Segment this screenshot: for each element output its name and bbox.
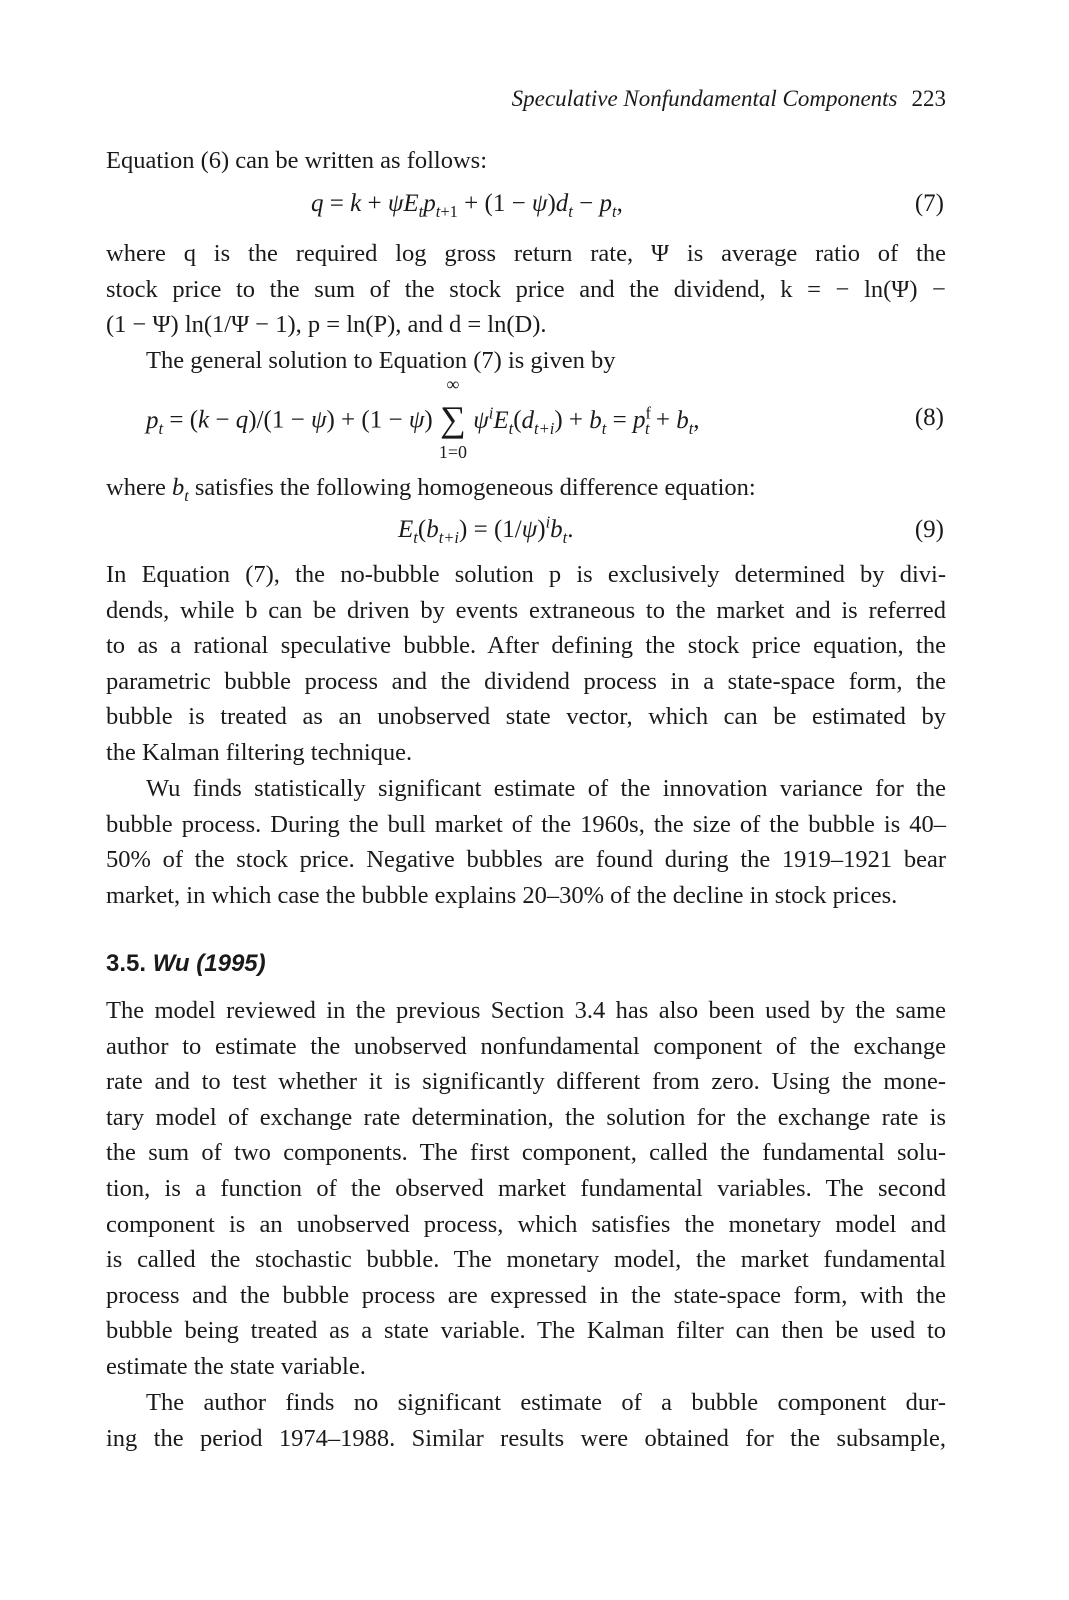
text-line: ing the period 1974–1988. Similar results were obtained for the subsample, [106, 1424, 946, 1452]
paragraph-wu-1995-findings [106, 1385, 946, 1456]
text-line: 50% of the stock price. Negative bubbles are found during the 1919–1921 bear [106, 846, 946, 874]
text-line: to as a rational speculative bubble. After defining the stock price equation, the [106, 632, 946, 660]
equation-7 [106, 190, 946, 226]
text-line: stock price to the sum of the stock price and the dividend, k = − ln(Ψ) − [106, 275, 946, 303]
running-header [512, 86, 946, 112]
text-line: The author finds no significant estimate of a bubble component dur- [146, 1389, 946, 1416]
text-line: the Kalman filtering technique. [106, 738, 413, 766]
paragraph-intro-eq7: Equation (6) can be written as follows: [106, 147, 488, 174]
paragraph-wu-1995-model [106, 993, 946, 1385]
equation-9-number: (9) [914, 516, 944, 543]
equation-8 [106, 374, 946, 462]
text-line: The model reviewed in the previous Section 3.4 has also been used by the same [106, 997, 946, 1024]
equation-9 [106, 512, 946, 552]
page-number: 223 [911, 86, 946, 111]
equation-9-body: $E_t(b_{t+i}) = (1/\psi)^ib_t$. [398, 512, 574, 547]
text-line: the sum of two components. The first component, called the fundamental solu- [106, 1139, 946, 1167]
paragraph-definitions [106, 236, 946, 343]
paragraph-no-bubble [106, 557, 946, 771]
text-line: component is an unobserved process, which satisfies the monetary model and [106, 1210, 946, 1238]
text-line: bubble is treated as an unobserved state vector, which can be estimated by [106, 703, 946, 731]
text-line: (1 − Ψ) ln(1/Ψ − 1), p = ln(P), and d = ln(D). [106, 311, 547, 339]
summation-upper-limit: ∞ [446, 374, 460, 394]
summation-lower-limit: 1=0 [438, 442, 468, 462]
running-title: Speculative Nonfundamental Components [511, 86, 898, 111]
text-line: bubble process. During the bull market of the 1960s, the size of the bubble is 40– [106, 810, 946, 838]
text-line: bubble being treated as a state variable. The Kalman filter can then be used to [106, 1317, 946, 1345]
equation-8-body: $p_t = (k - q)/(1 - \psi) + (1 - \psi)$ ∑ ∞ 1=0 $\psi^iE_t(d_{t+i}) + b_t = p^f_t + b_t$, [146, 374, 700, 462]
text-line: tion, is a function of the observed market fundamental variables. The second [106, 1174, 946, 1202]
text-line: tary model of exchange rate determination, the solution for the exchange rate is [106, 1103, 946, 1131]
text-line: author to estimate the unobserved nonfundamental component of the exchange [106, 1032, 946, 1060]
text-line: dends, while b can be driven by events extraneous to the market and is referred [106, 596, 946, 624]
section-title: Wu (1995) [152, 950, 266, 977]
text-line: parametric bubble process and the dividend process in a state-space form, the [106, 667, 946, 695]
section-heading [106, 950, 266, 978]
equation-8-number: (8) [914, 404, 944, 431]
text-line: Wu finds statistically significant estimate of the innovation variance for the [146, 775, 946, 802]
text-line: rate and to test whether it is significantly different from zero. Using the mone- [106, 1068, 946, 1096]
text-line: where q is the required log gross return rate, Ψ is average ratio of the [106, 240, 946, 267]
summation-symbol: ∑ ∞ 1=0 [439, 401, 467, 437]
text-line: estimate the state variable. [106, 1352, 366, 1380]
text-line: is called the stochastic bubble. The monetary model, the market fundamental [106, 1246, 946, 1274]
equation-7-number: (7) [914, 190, 944, 217]
section-number: 3.5. [106, 950, 147, 977]
text-line: market, in which case the bubble explains 20–30% of the decline in stock prices. [106, 881, 898, 909]
paragraph-homogeneous: where $b_t$ satisfies the following homogeneous difference equation: [106, 474, 756, 505]
paragraph-wu-findings [106, 771, 946, 913]
equation-7-body: $q = k + \psi E_tp_{t+1} + (1 - \psi)d_t - p_t$, [311, 190, 623, 221]
text-line: process and the bubble process are expressed in the state-space form, with the [106, 1281, 946, 1309]
paragraph-general-solution: The general solution to Equation (7) is given by [146, 347, 616, 374]
text-line: In Equation (7), the no-bubble solution p is exclusively determined by divi- [106, 561, 946, 588]
